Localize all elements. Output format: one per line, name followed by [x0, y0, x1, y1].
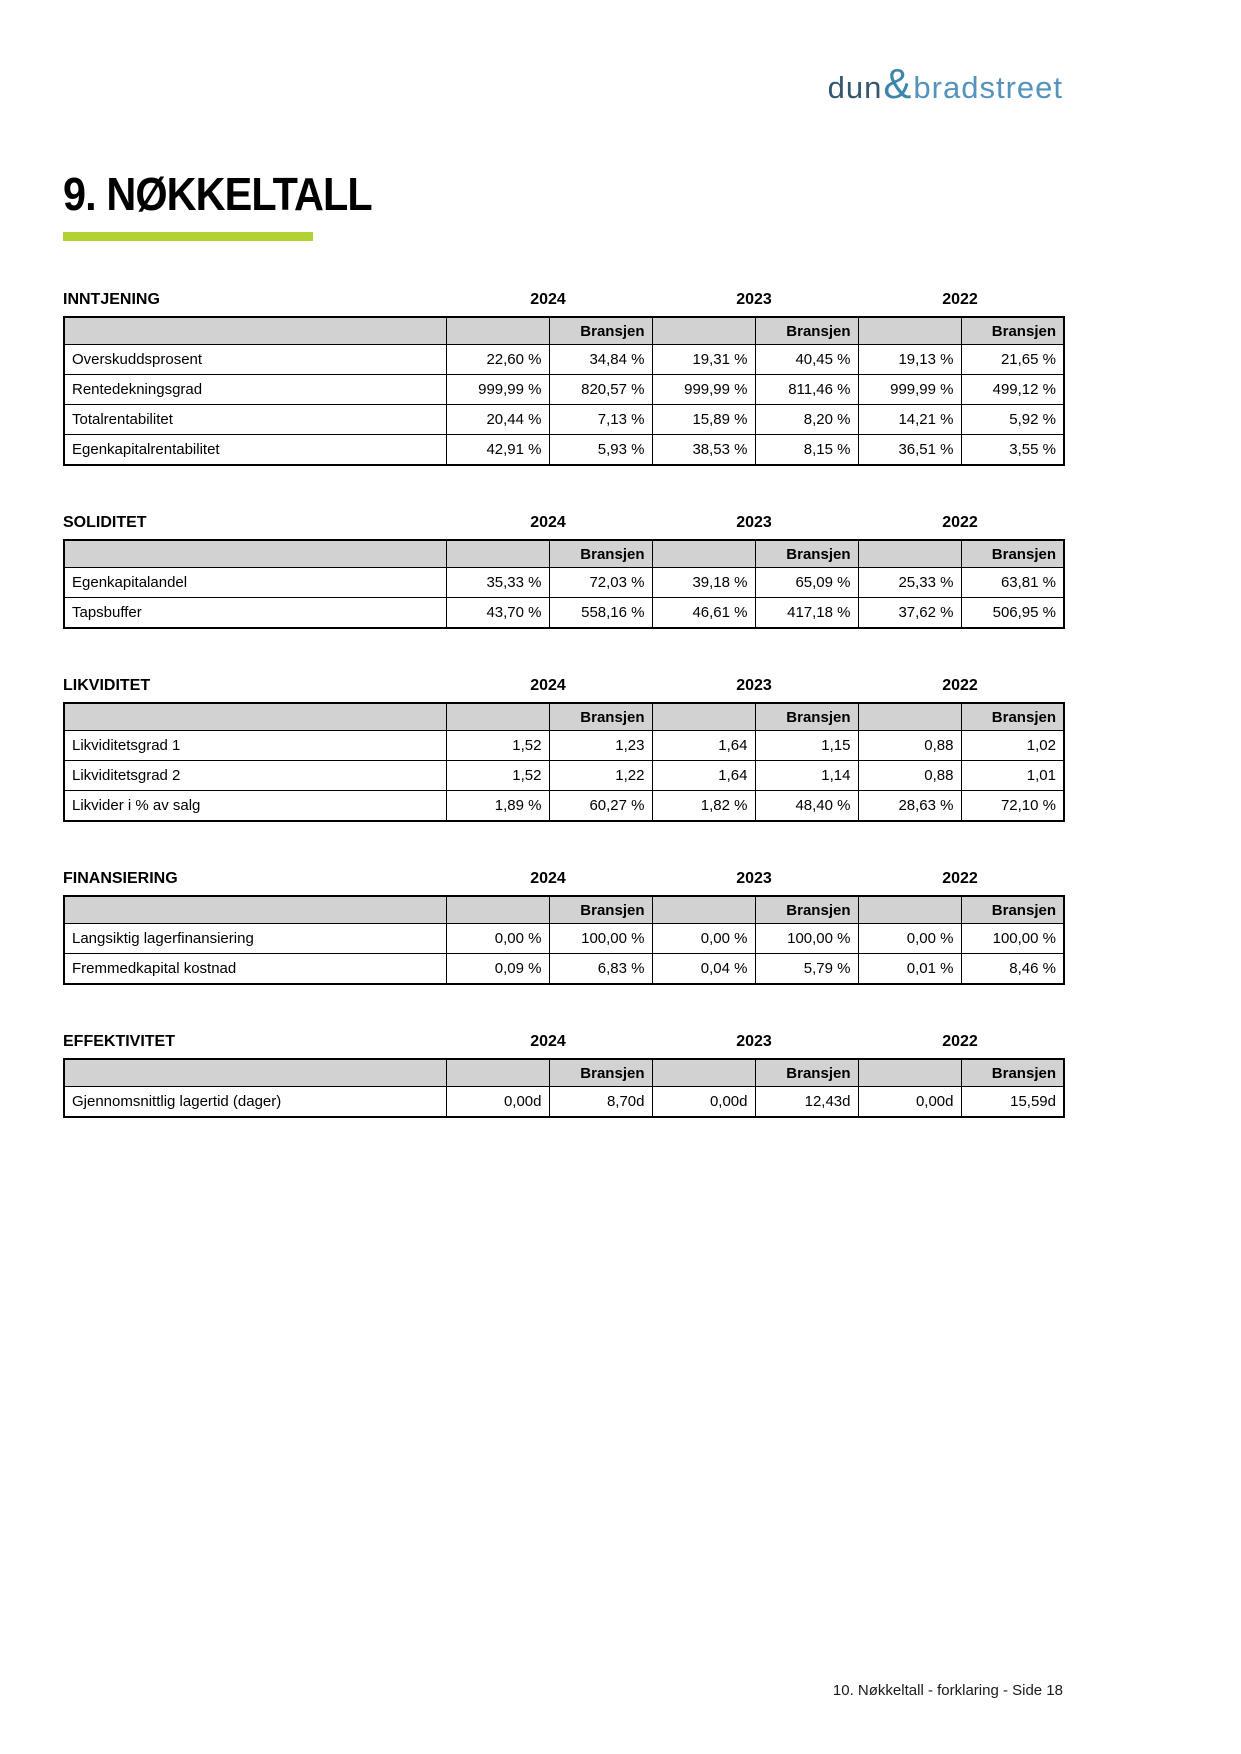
table-row	[64, 791, 1064, 822]
bransjen-header: Bransjen	[549, 703, 652, 731]
row-value: 72,03 %	[549, 568, 652, 598]
table-header-row	[64, 317, 1064, 345]
section-title: FINANSIERING	[63, 870, 178, 888]
row-value: 5,92 %	[961, 405, 1064, 435]
bransjen-header: Bransjen	[755, 540, 858, 568]
row-value: 3,55 %	[961, 435, 1064, 466]
row-value: 38,53 %	[652, 435, 755, 466]
header-empty-cell	[64, 317, 446, 345]
row-value: 820,57 %	[549, 375, 652, 405]
row-value: 0,00 %	[652, 924, 755, 954]
header-empty-cell	[446, 1059, 549, 1087]
table-header-row	[64, 896, 1064, 924]
row-value: 1,23	[549, 731, 652, 761]
bransjen-header: Bransjen	[755, 896, 858, 924]
row-value: 5,93 %	[549, 435, 652, 466]
page-content	[63, 0, 1063, 1118]
row-value: 63,81 %	[961, 568, 1064, 598]
section-head	[63, 677, 1063, 695]
header-empty-cell	[446, 540, 549, 568]
row-label: Likviditetsgrad 2	[64, 761, 446, 791]
row-value: 48,40 %	[755, 791, 858, 822]
bransjen-header: Bransjen	[549, 896, 652, 924]
row-value: 19,31 %	[652, 345, 755, 375]
header-empty-cell	[446, 703, 549, 731]
row-value: 12,43d	[755, 1087, 858, 1118]
row-value: 0,04 %	[652, 954, 755, 985]
row-value: 15,59d	[961, 1087, 1064, 1118]
table-row	[64, 761, 1064, 791]
row-value: 999,99 %	[652, 375, 755, 405]
table-row	[64, 375, 1064, 405]
bransjen-header: Bransjen	[755, 703, 858, 731]
row-value: 39,18 %	[652, 568, 755, 598]
kpi-table	[63, 539, 1065, 629]
row-value: 40,45 %	[755, 345, 858, 375]
row-value: 1,02	[961, 731, 1064, 761]
row-value: 999,99 %	[446, 375, 549, 405]
row-value: 20,44 %	[446, 405, 549, 435]
section-head	[63, 1033, 1063, 1051]
row-value: 0,01 %	[858, 954, 961, 985]
kpi-table	[63, 702, 1065, 822]
table-row	[64, 435, 1064, 466]
header-empty-cell	[652, 896, 755, 924]
row-value: 0,00d	[446, 1087, 549, 1118]
table-header-row	[64, 1059, 1064, 1087]
row-value: 1,01	[961, 761, 1064, 791]
row-label: Egenkapitalandel	[64, 568, 446, 598]
row-value: 417,18 %	[755, 598, 858, 629]
header-empty-cell	[446, 317, 549, 345]
table-row	[64, 345, 1064, 375]
row-label: Tapsbuffer	[64, 598, 446, 629]
header-empty-cell	[652, 1059, 755, 1087]
bransjen-header: Bransjen	[961, 1059, 1064, 1087]
table-row	[64, 405, 1064, 435]
row-value: 558,16 %	[549, 598, 652, 629]
bransjen-header: Bransjen	[961, 703, 1064, 731]
table-row	[64, 598, 1064, 629]
row-value: 1,64	[652, 761, 755, 791]
row-value: 6,83 %	[549, 954, 652, 985]
footer-text: 10. Nøkkeltall - forklaring - Side 18	[832, 1682, 1063, 1699]
header-empty-cell	[858, 703, 961, 731]
row-value: 1,15	[755, 731, 858, 761]
row-value: 100,00 %	[755, 924, 858, 954]
year-label: 2023	[736, 1033, 772, 1051]
row-value: 499,12 %	[961, 375, 1064, 405]
dun-bradstreet-logo: dun & bradstreet	[827, 60, 1063, 107]
row-value: 37,62 %	[858, 598, 961, 629]
row-value: 0,09 %	[446, 954, 549, 985]
section-head	[63, 514, 1063, 532]
table-header-row	[64, 703, 1064, 731]
row-value: 36,51 %	[858, 435, 961, 466]
year-label: 2023	[736, 514, 772, 532]
row-label: Totalrentabilitet	[64, 405, 446, 435]
row-value: 46,61 %	[652, 598, 755, 629]
bransjen-header: Bransjen	[961, 896, 1064, 924]
year-label: 2022	[942, 291, 978, 309]
logo-text-bradstreet: bradstreet	[913, 70, 1063, 105]
row-value: 100,00 %	[961, 924, 1064, 954]
row-value: 15,89 %	[652, 405, 755, 435]
row-value: 8,20 %	[755, 405, 858, 435]
page-title: 9. NØKKELTALL	[63, 168, 372, 220]
kpi-table	[63, 1058, 1065, 1118]
row-value: 0,00d	[858, 1087, 961, 1118]
year-label: 2023	[736, 291, 772, 309]
section-title: INNTJENING	[63, 291, 160, 309]
bransjen-header: Bransjen	[961, 540, 1064, 568]
sections	[63, 291, 1063, 1118]
header-empty-cell	[858, 540, 961, 568]
kpi-table	[63, 895, 1065, 985]
row-value: 21,65 %	[961, 345, 1064, 375]
row-value: 8,46 %	[961, 954, 1064, 985]
table-row	[64, 731, 1064, 761]
row-value: 60,27 %	[549, 791, 652, 822]
row-value: 14,21 %	[858, 405, 961, 435]
row-value: 65,09 %	[755, 568, 858, 598]
row-value: 22,60 %	[446, 345, 549, 375]
header-empty-cell	[64, 540, 446, 568]
logo-text-dun: dun	[827, 70, 883, 105]
year-label: 2022	[942, 514, 978, 532]
row-label: Langsiktig lagerfinansiering	[64, 924, 446, 954]
row-label: Egenkapitalrentabilitet	[64, 435, 446, 466]
row-value: 1,64	[652, 731, 755, 761]
year-label: 2022	[942, 870, 978, 888]
kpi-section	[63, 870, 1063, 985]
row-value: 999,99 %	[858, 375, 961, 405]
row-label: Overskuddsprosent	[64, 345, 446, 375]
row-value: 811,46 %	[755, 375, 858, 405]
row-value: 25,33 %	[858, 568, 961, 598]
kpi-section	[63, 677, 1063, 822]
kpi-table	[63, 316, 1065, 466]
table-header-row	[64, 540, 1064, 568]
header-empty-cell	[64, 1059, 446, 1087]
table-row	[64, 924, 1064, 954]
year-label: 2024	[530, 870, 566, 888]
year-label: 2024	[530, 291, 566, 309]
bransjen-header: Bransjen	[549, 540, 652, 568]
accent-bar	[63, 232, 313, 241]
section-title: SOLIDITET	[63, 514, 147, 532]
row-value: 0,00d	[652, 1087, 755, 1118]
year-label: 2022	[942, 1033, 978, 1051]
row-label: Rentedekningsgrad	[64, 375, 446, 405]
kpi-section	[63, 1033, 1063, 1118]
year-label: 2024	[530, 514, 566, 532]
section-title: LIKVIDITET	[63, 677, 151, 695]
row-value: 1,52	[446, 761, 549, 791]
header-empty-cell	[652, 540, 755, 568]
section-title: EFFEKTIVITET	[63, 1033, 175, 1051]
row-value: 34,84 %	[549, 345, 652, 375]
row-value: 43,70 %	[446, 598, 549, 629]
year-label: 2023	[736, 870, 772, 888]
section-head	[63, 291, 1063, 309]
row-value: 1,82 %	[652, 791, 755, 822]
row-value: 28,63 %	[858, 791, 961, 822]
header-empty-cell	[858, 1059, 961, 1087]
row-value: 8,70d	[549, 1087, 652, 1118]
row-value: 0,00 %	[446, 924, 549, 954]
year-label: 2024	[530, 677, 566, 695]
row-value: 7,13 %	[549, 405, 652, 435]
row-value: 0,00 %	[858, 924, 961, 954]
year-label: 2023	[736, 677, 772, 695]
year-label: 2024	[530, 1033, 566, 1051]
bransjen-header: Bransjen	[755, 317, 858, 345]
year-label: 2022	[942, 677, 978, 695]
row-label: Likviditetsgrad 1	[64, 731, 446, 761]
row-value: 19,13 %	[858, 345, 961, 375]
row-value: 0,88	[858, 731, 961, 761]
bransjen-header: Bransjen	[755, 1059, 858, 1087]
kpi-section	[63, 514, 1063, 629]
row-label: Fremmedkapital kostnad	[64, 954, 446, 985]
section-head	[63, 870, 1063, 888]
row-value: 1,22	[549, 761, 652, 791]
row-value: 72,10 %	[961, 791, 1064, 822]
row-value: 5,79 %	[755, 954, 858, 985]
table-row	[64, 1087, 1064, 1118]
header-empty-cell	[64, 896, 446, 924]
row-value: 35,33 %	[446, 568, 549, 598]
table-row	[64, 568, 1064, 598]
row-value: 1,89 %	[446, 791, 549, 822]
header-empty-cell	[64, 703, 446, 731]
header-empty-cell	[652, 703, 755, 731]
header-empty-cell	[858, 896, 961, 924]
row-label: Likvider i % av salg	[64, 791, 446, 822]
header-empty-cell	[652, 317, 755, 345]
kpi-section	[63, 291, 1063, 466]
row-value: 8,15 %	[755, 435, 858, 466]
bransjen-header: Bransjen	[549, 317, 652, 345]
table-row	[64, 954, 1064, 985]
row-value: 1,52	[446, 731, 549, 761]
row-value: 506,95 %	[961, 598, 1064, 629]
row-value: 42,91 %	[446, 435, 549, 466]
header-empty-cell	[858, 317, 961, 345]
row-value: 1,14	[755, 761, 858, 791]
row-value: 0,88	[858, 761, 961, 791]
bransjen-header: Bransjen	[961, 317, 1064, 345]
header-empty-cell	[446, 896, 549, 924]
bransjen-header: Bransjen	[549, 1059, 652, 1087]
row-label: Gjennomsnittlig lagertid (dager)	[64, 1087, 446, 1118]
row-value: 100,00 %	[549, 924, 652, 954]
